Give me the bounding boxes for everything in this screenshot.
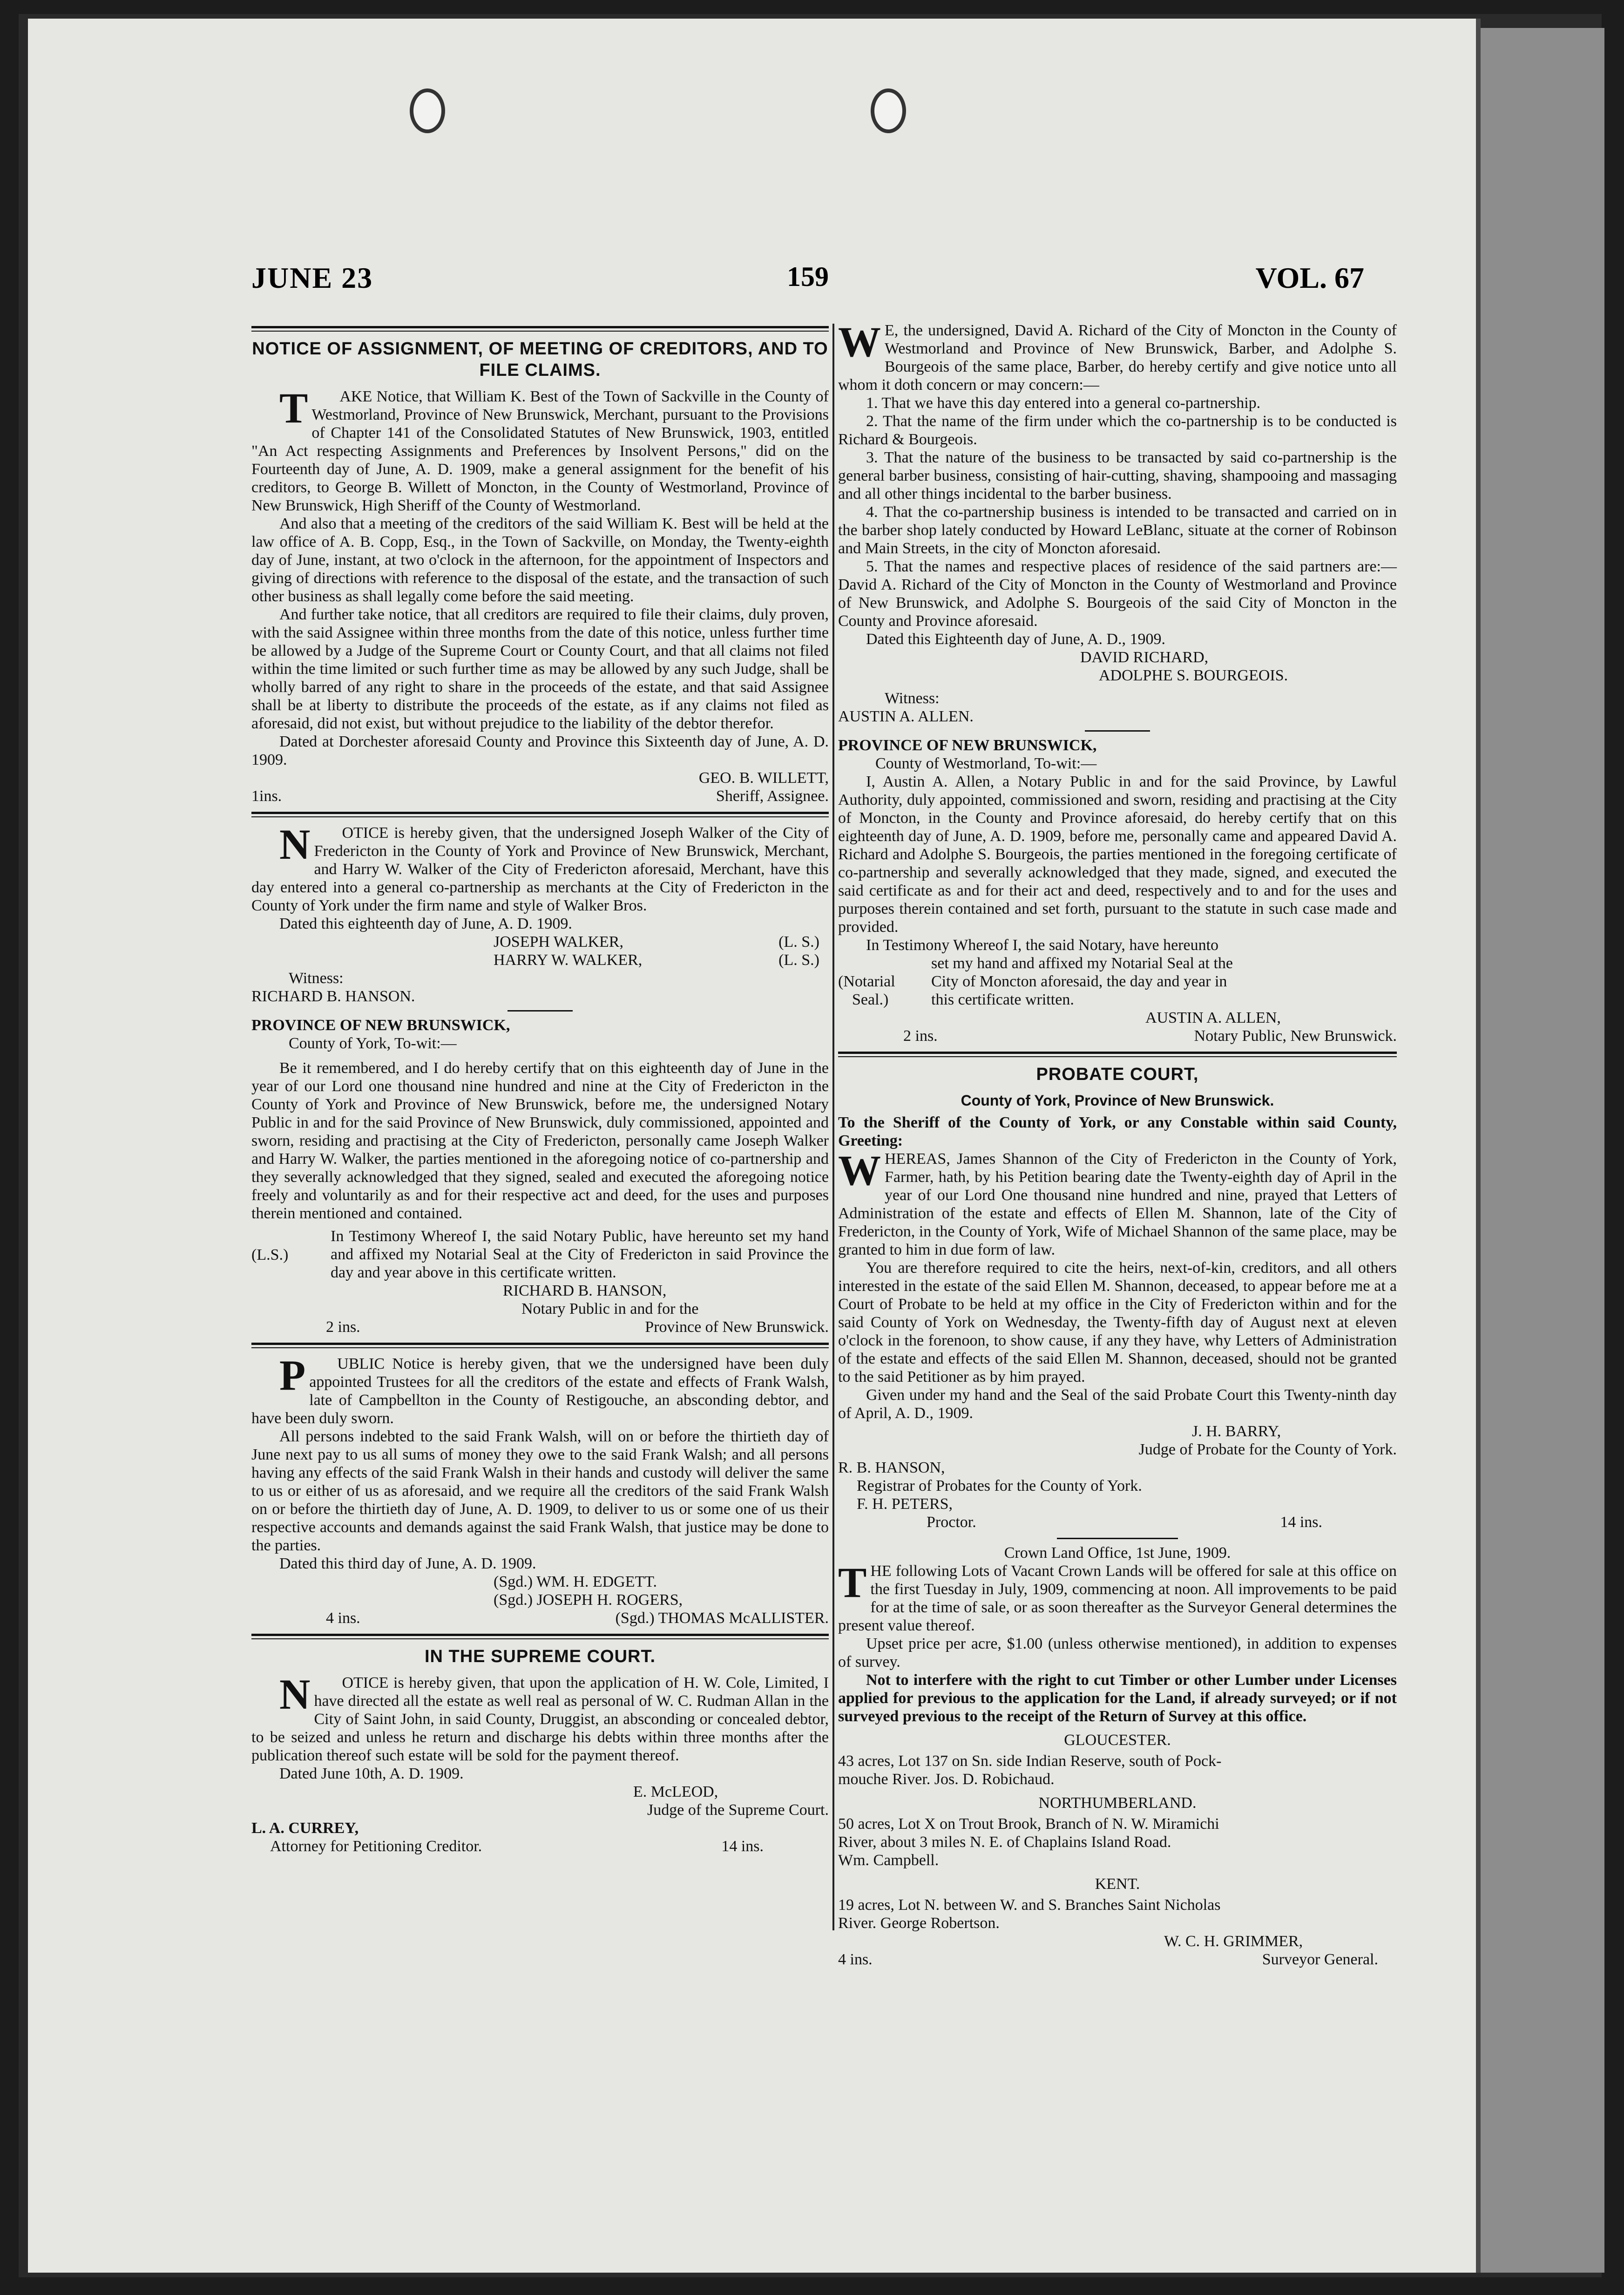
richard-p1: E, the undersigned, David A. Richard of the City of Moncton in the County of Westmorland and Province of New Brunswick, Barber, and Adolphe S. Bourgeois of the same place, Barber, do hereby certify and give notice unto all whom it doth concern or may concern:— <box>838 322 1397 394</box>
probate-proctor: F. H. PETERS, <box>857 1495 953 1513</box>
crown-p3: Not to interfere with the right to cut Timber or other Lumber under Licenses applied for previous to the application for the Land, if already surveyed; or if not surveyed previous to the receipt of the Return of Survey at this office. <box>838 1671 1397 1725</box>
witness-label: Witness: <box>885 690 940 707</box>
ls-mark: (L. S.) <box>778 933 819 951</box>
dropcap: N <box>279 821 311 868</box>
page-header <box>251 261 1364 298</box>
supreme-attorney-title: Attorney for Petitioning Creditor. <box>270 1838 482 1855</box>
crown-office: Crown Land Office, 1st June, 1909. <box>1004 1544 1231 1562</box>
walker-county: County of York, To-wit:— <box>289 1035 457 1052</box>
lot-kent <box>838 1896 1397 1932</box>
lot-line: 19 acres, Lot N. between W. and S. Branches Saint Nicholas <box>838 1896 1221 1914</box>
supreme-p1: OTICE is hereby given, that upon the application of H. W. Cole, Limited, I have directed all the estate as well real as personal of W. C. Rudman Allan in the City of Saint John, in said County, Druggist, an absconding or concealed debtor, to be seized and unless he return and discharge his debts within three months after the publication thereof such estate will be sold for the payment thereof. <box>251 1674 829 1764</box>
insertion-count: 1ins. <box>251 788 282 805</box>
assignment-notice <box>251 338 829 805</box>
facing-page-edge <box>1476 28 1604 2273</box>
probate-court-notice <box>838 1064 1397 1531</box>
richard-dated: Dated this Eighteenth day of June, A. D., 1909. <box>866 631 1166 648</box>
probate-given: Given under my hand and the Seal of the said Probate Court this Twenty-ninth day of April, A. D., 1909. <box>838 1386 1397 1422</box>
probate-registrar-title: Registrar of Probates for the County of York. <box>857 1477 1142 1494</box>
supreme-court-title: IN THE SUPREME COURT. <box>424 1647 656 1666</box>
insertion-count: 14 ins. <box>721 1838 764 1855</box>
supreme-court-notice <box>251 1646 829 1855</box>
region-northumberland: NORTHUMBERLAND. <box>1038 1794 1197 1812</box>
probate-p2: You are therefore required to cite the heirs, next-of-kin, creditors, and all others interested in the estate of the said Ellen M. Shannon, deceased, to appear before me at a Court of Probate to be held at my office in the City of Fredericton within and for the said County of York on Wednesday, the Twenty-fifth day of August next at eleven o'clock in the forenoon, to show cause, if any they have, why Letters of Administration of the estate and effects of the said Ellen M. Shannon, deceased, should not be granted to the said Petitioner as by him prayed. <box>838 1259 1397 1385</box>
richard-signer1: DAVID RICHARD, <box>1080 649 1209 666</box>
insertion-count: 4 ins. <box>838 1951 873 1968</box>
assignment-p1: AKE Notice, that William K. Best of the Town of Sackville in the County of Westmorland, Province of New Brunswick, Merchant, pursuant to the Provisions of Chapter 141 of the Consolidated Statutes of New Brunswick, 1903, entitled "An Act respecting Assignments and Preferences by Insolvent Persons," did on the Fourteenth day of June, A. D. 1909, make a general assignment for the benefit of his creditors, to George B. Willett of Moncton, in the County of Westmorland, Province of New Brunswick, High Sheriff of the County of Westmorland. <box>251 388 829 514</box>
rule <box>838 1052 1397 1057</box>
lot-gloucester <box>838 1752 1397 1788</box>
richard-witness: AUSTIN A. ALLEN. <box>838 708 974 725</box>
binding-hole-left <box>410 88 445 133</box>
witness-label: Witness: <box>289 970 344 987</box>
walker-signer2: HARRY W. WALKER, <box>494 951 643 969</box>
region-gloucester: GLOUCESTER. <box>1064 1731 1171 1749</box>
crown-land-notice <box>838 1544 1397 1969</box>
ls-mark: (L. S.) <box>778 951 819 969</box>
probate-proctor-title: Proctor. <box>927 1514 976 1531</box>
insertion-count: 14 ins. <box>1280 1514 1322 1531</box>
richard-partnership-notice <box>838 318 1397 1045</box>
walsh-trustee1: WM. H. EDGETT. <box>536 1573 657 1590</box>
assignment-p2: And also that a meeting of the creditors of the said William K. Best will be held at the law office of A. B. Copp, Esq., in the Town of Sackville, on Monday, the Twenty-eighth day of June, instant, at two o'clock in the afternoon, for the appointment of Inspectors and giving of directions with reference to the disposal of the estate, and the transaction of such other business as shall legally come before the said meeting. <box>251 515 829 605</box>
assignment-p4: Dated at Dorchester aforesaid County and Province this Sixteenth day of June, A. D. 1909. <box>251 733 829 768</box>
seal-mark: (L.S.) <box>251 1246 289 1263</box>
rule <box>1057 1538 1178 1539</box>
richard-item1: 1. That we have this day entered into a general co-partnership. <box>866 394 1261 412</box>
column-divider <box>832 324 834 1930</box>
crown-p1: HE following Lots of Vacant Crown Lands will be offered for sale at this office on the first Tuesday in July, 1909, commencing at noon. All improvements to be paid for at the time of sale, or as soon thereafter as the Surveyor General determines the present value thereof. <box>838 1562 1397 1634</box>
walker-dated: Dated this eighteenth day of June, A. D. 1909. <box>279 915 572 932</box>
probate-judge: J. H. BARRY, <box>1192 1423 1281 1440</box>
probate-title: PROBATE COURT, <box>1036 1065 1199 1084</box>
lot-line: River, about 3 miles N. E. of Chaplains Island Road. <box>838 1833 1171 1851</box>
walsh-p1: UBLIC Notice is hereby given, that we the undersigned have been duly appointed Trustees for all the creditors of the estate and effects of Frank Walsh, late of Campbellton in the County of Restigouche, an absconding debtor, and have been duly sworn. <box>251 1355 829 1427</box>
region-kent: KENT. <box>1095 1875 1140 1893</box>
walsh-dated: Dated this third day of June, A. D. 1909. <box>279 1555 536 1572</box>
probate-p1: HEREAS, James Shannon of the City of Fredericton in the County of York, Farmer, hath, by his Petition bearing date the Twenty-eighth day of April in the year of our Lord One thousand nine hundred and nine, prayed that Letters of Administration of the estate and effects of Ellen M. Shannon, late of the City of Fredericton, in the County of York, Wife of Michael Shannon of the same place, may be granted to him in due form of law. <box>838 1150 1397 1258</box>
right-column <box>838 318 1397 1975</box>
richard-certificate: I, Austin A. Allen, a Notary Public in and for the said Province, by Lawful Authority, duly appointed, commissioned and sworn, residing and practising at the City of Moncton, in the County and Province aforesaid, do hereby certify that on this eighteenth day of June, A. D. 1909, before me, personally came and appeared David A. Richard and Adolphe S. Bourgeois, the parties mentioned in the foregoing certificate of co-partnership and severally acknowledged that they made, signed, and executed the said certificate as and for their act and deed, respectively and to and for the uses and purposes therein contained and set forth, pursuant to the statute in such case made and provided. <box>838 773 1397 936</box>
probate-judge-title: Judge of Probate for the County of York. <box>1138 1441 1397 1458</box>
dropcap: P <box>279 1351 306 1399</box>
seal-mark: (Notarial <box>838 973 895 990</box>
lot-northumberland <box>838 1815 1397 1869</box>
walker-p1: OTICE is hereby given, that the undersigned Joseph Walker of the City of Fredericton in the County of York and Province of New Brunswick, Merchant, and Harry W. Walker of the City of Fredericton aforesaid, Merchant, have this day entered into a general co-partnership as merchants at the City of Fredericton in the County of York under the firm name and style of Walker Bros. <box>251 824 829 914</box>
insertion-count: 4 ins. <box>326 1609 360 1627</box>
page-number: 159 <box>787 261 829 292</box>
issue-date: JUNE 23 <box>251 261 373 294</box>
dropcap: N <box>279 1670 311 1718</box>
lot-line: 50 acres, Lot X on Trout Brook, Branch of N. W. Miramichi <box>838 1815 1219 1833</box>
assignment-signer-title: Sheriff, Assignee. <box>716 788 829 805</box>
richard-testimony4: this certificate written. <box>931 991 1074 1008</box>
walker-province: PROVINCE OF NEW BRUNSWICK, <box>251 1017 510 1034</box>
richard-county: County of Westmorland, To-wit:— <box>875 755 1097 772</box>
walker-partnership-notice <box>251 821 829 1336</box>
richard-province: PROVINCE OF NEW BRUNSWICK, <box>838 737 1097 754</box>
supreme-judge-title: Judge of the Supreme Court. <box>647 1801 829 1819</box>
richard-testimony3: City of Moncton aforesaid, the day and year in <box>931 973 1227 990</box>
sgd-mark: (Sgd.) <box>615 1609 655 1627</box>
walsh-trustee2: JOSEPH H. ROGERS, <box>536 1591 683 1609</box>
lot-line: Wm. Campbell. <box>838 1852 939 1869</box>
lot-line: River. George Robertson. <box>838 1915 1000 1932</box>
richard-item3: 3. That the nature of the business to be transacted by said co-partnership is the general barber business, consisting of hair-cutting, shaving, shampooing and massaging and all other things incidental to the barber business. <box>838 449 1397 502</box>
sgd-mark: (Sgd.) <box>494 1591 533 1609</box>
assignment-signer: GEO. B. WILLETT, <box>698 769 829 787</box>
insertion-count: 2 ins. <box>903 1027 938 1045</box>
dropcap: W <box>838 318 881 366</box>
probate-subtitle: County of York, Province of New Brunswick. <box>961 1092 1274 1109</box>
lot-line: 43 acres, Lot 137 on Sn. side Indian Reserve, south of Pock- <box>838 1752 1222 1770</box>
left-column <box>251 321 829 1862</box>
walker-notary: RICHARD B. HANSON, <box>503 1282 667 1299</box>
richard-notary: AUSTIN A. ALLEN, <box>1145 1009 1281 1026</box>
walsh-trustee-notice <box>251 1351 829 1627</box>
richard-signer2: ADOLPHE S. BOURGEOIS. <box>1099 667 1288 684</box>
walker-witness: RICHARD B. HANSON. <box>251 988 415 1005</box>
richard-item4: 4. That the co-partnership business is intended to be transacted and carried on in the barber shop lately conducted by Howard LeBlanc, situate at the corner of Robinson and Main Streets, in the city of Moncton aforesaid. <box>838 503 1397 557</box>
rule <box>1085 730 1150 732</box>
walker-notary-title2: Province of New Brunswick. <box>645 1318 829 1336</box>
supreme-dated: Dated June 10th, A. D. 1909. <box>279 1765 464 1782</box>
walker-testimony: In Testimony Whereof I, the said Notary Public, have hereunto set my hand and affixed my Notarial Seal at the City of Fredericton in said Province the day and year above in this certificate written. <box>331 1228 829 1281</box>
rule <box>508 1010 573 1012</box>
insertion-count: 2 ins. <box>326 1318 360 1336</box>
supreme-judge: E. McLEOD, <box>633 1783 718 1800</box>
richard-item5: 5. That the names and respective places of residence of the said partners are:—David A. Richard of the City of Moncton in the County of Westmorland and Province of New Brunswick, and Adolphe S. Bourgeois of the said City of Moncton in the County and Province aforesaid. <box>838 558 1397 630</box>
walsh-trustee3: THOMAS McALLISTER. <box>658 1609 829 1627</box>
lot-line: mouche River. Jos. D. Robichaud. <box>838 1771 1055 1788</box>
richard-notary-title: Notary Public, New Brunswick. <box>1194 1027 1397 1045</box>
walker-notary-title1: Notary Public in and for the <box>521 1300 699 1317</box>
crown-p2: Upset price per acre, $1.00 (unless otherwise mentioned), in addition to expenses of survey. <box>838 1635 1397 1670</box>
volume-number: VOL. 67 <box>1255 261 1364 294</box>
gazette-page <box>28 19 1481 2273</box>
rule <box>251 1343 829 1348</box>
assignment-p3: And further take notice, that all creditors are required to file their claims, duly proven, with the said Assignee within three months from the date of this notice, unless further time be allowed by a Judge of the Supreme Court or County Court, and that all claims not filed within the time limited or such further time as may be allowed by any such Judge, shall be wholly barred of any right to share in the proceeds of the estate, and that said Assignee shall be at liberty to distribute the proceeds of the estate, as if any claims not filed as aforesaid, did not exist, but without prejudice to the liability of the debtor therefor. <box>251 606 829 732</box>
richard-testimony2: set my hand and affixed my Notarial Seal at the <box>931 955 1233 972</box>
crown-signer: W. C. H. GRIMMER, <box>1164 1933 1303 1950</box>
rule <box>251 1634 829 1639</box>
richard-item2: 2. That the name of the firm under which the co-partnership is to be conducted is Richard & Bourgeois. <box>838 413 1397 448</box>
seal-mark: Seal.) <box>852 991 889 1008</box>
dropcap: W <box>838 1147 881 1194</box>
assignment-title: NOTICE OF ASSIGNMENT, OF MEETING OF CREDITORS, AND TO FILE CLAIMS. <box>252 339 828 380</box>
probate-salutation: To the Sheriff of the County of York, or any Constable within said County, Greeting: <box>838 1114 1397 1149</box>
walker-certificate: Be it remembered, and I do hereby certify that on this eighteenth day of June in the year of our Lord one thousand nine hundred and nine at the City of Fredericton in the County of York and Province of New Brunswick, before me, the undersigned Notary Public in and for the said Province of New Brunswick, duly commissioned, appointed and sworn, residing and practising at the City of Fredericton, personally came Joseph Walker and Harry W. Walker, the parties mentioned in the aforegoing notice of co-partnership and they severally acknowledged that they signed, sealed and executed the aforegoing notice freely and voluntarily as and for their respective act and deed, for the uses and purposes therein mentioned and contained. <box>251 1059 829 1222</box>
binding-hole-right <box>871 88 906 133</box>
supreme-attorney: L. A. CURREY, <box>251 1820 359 1837</box>
rule <box>251 812 829 817</box>
richard-testimony1: In Testimony Whereof I, the said Notary, have hereunto <box>866 937 1219 954</box>
crown-signer-title: Surveyor General. <box>1262 1951 1378 1968</box>
dropcap: T <box>279 384 308 432</box>
sgd-mark: (Sgd.) <box>494 1573 533 1590</box>
rule <box>251 326 829 332</box>
walsh-p2: All persons indebted to the said Frank Walsh, will on or before the thirtieth day of June next pay to us all sums of money they owe to the said Frank Walsh; and all persons having any effects of the said Frank Walsh in their hands and custody will deliver the same to us or either of us as aforesaid, and we require all the creditors of the said Frank Walsh on or before the thirtieth day of June, A. D. 1909, to deliver to us or some one of us their respective accounts and demands against the said Frank Walsh, that justice may be done to the parties. <box>251 1428 829 1554</box>
dropcap: T <box>838 1559 867 1606</box>
probate-registrar: R. B. HANSON, <box>838 1459 945 1476</box>
walker-signer1: JOSEPH WALKER, <box>494 933 623 951</box>
